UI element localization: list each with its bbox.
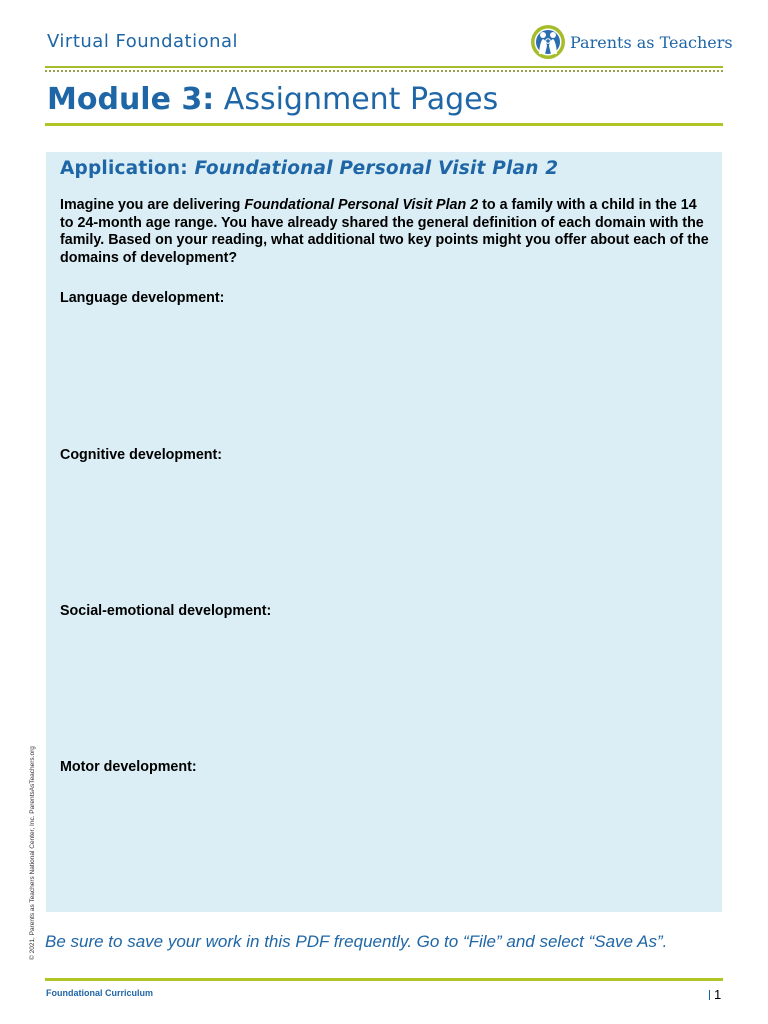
prompt-text-after: to a family with a child in the 14 to 24-month age range. You have already shared the general definition of each domain with the family. Based on your reading, what additional two key points might you offer about each of the domains of development? bbox=[60, 197, 709, 266]
assignment-prompt bbox=[60, 197, 710, 267]
page-separator bbox=[709, 990, 710, 1000]
cognitive-development-label: Cognitive development: bbox=[60, 447, 223, 463]
social-emotional-development-label: Social-emotional development: bbox=[60, 603, 272, 619]
parents-as-teachers-logo-icon bbox=[530, 24, 566, 60]
brand-logo bbox=[530, 24, 733, 60]
footer-rule bbox=[45, 978, 723, 981]
module-title: Assignment Pages bbox=[223, 82, 499, 117]
language-development-label: Language development: bbox=[60, 290, 225, 306]
application-heading-prefix: Application: bbox=[60, 158, 188, 179]
save-reminder: Be sure to save your work in this PDF frequently. Go to “File” and select “Save As”. bbox=[45, 932, 668, 951]
program-title: Virtual Foundational bbox=[47, 31, 239, 52]
header-rule bbox=[45, 66, 723, 68]
page-number-value: 1 bbox=[714, 987, 722, 1002]
logo-text: Parents as Teachers bbox=[570, 32, 733, 52]
prompt-text-italic: Foundational Personal Visit Plan 2 bbox=[244, 197, 479, 213]
page-number bbox=[709, 987, 721, 1002]
application-heading bbox=[60, 158, 558, 179]
motor-development-label: Motor development: bbox=[60, 759, 197, 775]
page-title bbox=[47, 82, 498, 117]
curriculum-label: Foundational Curriculum bbox=[46, 988, 153, 998]
copyright-notice: © 2021, Parents as Teachers National Center, Inc. ParentsAsTeachers.org bbox=[29, 746, 36, 960]
module-number: Module 3: bbox=[47, 82, 215, 117]
prompt-text-before: Imagine you are delivering bbox=[60, 197, 245, 213]
application-heading-italic: Foundational Personal Visit Plan 2 bbox=[194, 158, 559, 179]
header-dotted-rule bbox=[45, 70, 723, 72]
title-rule bbox=[45, 123, 723, 126]
